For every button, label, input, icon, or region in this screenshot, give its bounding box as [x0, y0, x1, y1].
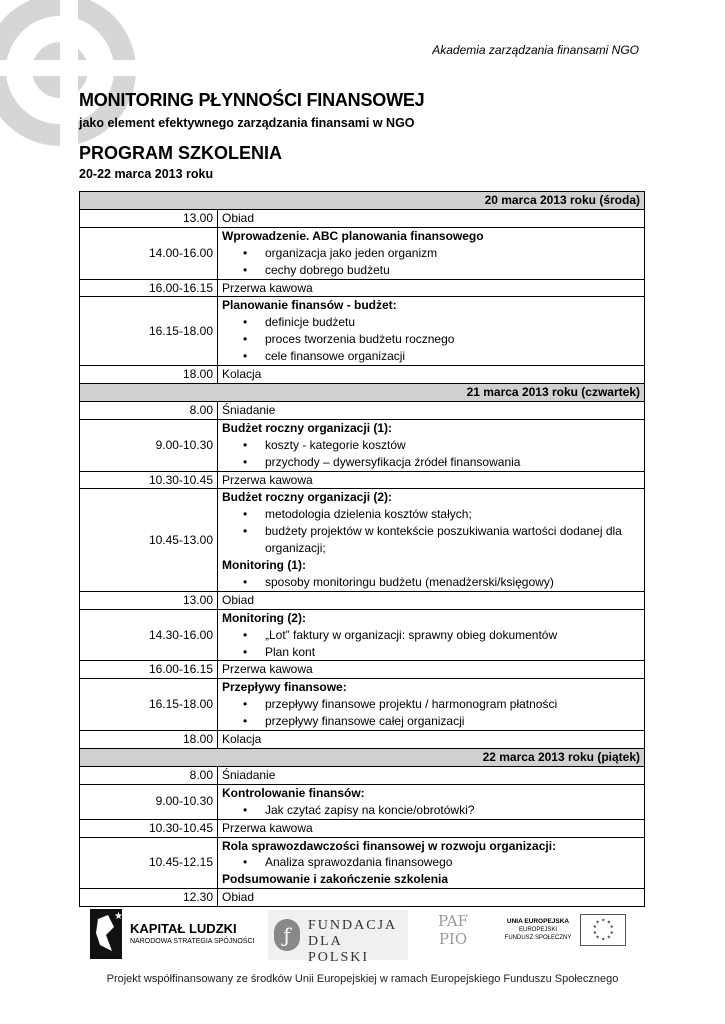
day-header: 20 marca 2013 roku (środa) — [80, 192, 645, 210]
session-time: 9.00-10.30 — [80, 784, 218, 819]
session-content — [218, 837, 645, 889]
session-heading: Rola sprawozdawczości finansowej w rozwoju organizacji: — [222, 838, 557, 853]
session-content — [218, 489, 645, 591]
session-topics — [222, 854, 640, 871]
schedule-row — [80, 661, 645, 679]
session-content: Przerwa kawowa — [218, 471, 645, 489]
session-time: 18.00 — [80, 731, 218, 749]
session-content: Przerwa kawowa — [218, 819, 645, 837]
schedule-row — [80, 784, 645, 819]
pio-text: PIO — [438, 930, 468, 948]
decorative-circle-graphic — [0, 0, 140, 160]
session-time: 10.30-10.45 — [80, 819, 218, 837]
schedule-row — [80, 819, 645, 837]
day-header: 22 marca 2013 roku (piątek) — [80, 749, 645, 767]
topic-item: • sposoby monitoringu budżetu (menadżerski/księgowy) — [222, 574, 640, 591]
session-topics — [222, 506, 640, 557]
schedule-row — [80, 489, 645, 591]
session-heading: Planowanie finansów - budżet: — [222, 298, 397, 313]
schedule-row — [80, 279, 645, 297]
cofinancing-footnote: Projekt współfinansowany ze środków Unii Europejskiej w ramach Europejskiego Funduszu Społecznego — [106, 973, 619, 985]
session-content: Kolacja — [218, 731, 645, 749]
session-time: 13.00 — [80, 209, 218, 227]
session-content: Kolacja — [218, 366, 645, 384]
schedule-row — [80, 366, 645, 384]
session-time: 18.00 — [80, 366, 218, 384]
session-topics — [222, 245, 640, 279]
topic-item: • Jak czytać zapisy na koncie/obrotówki? — [222, 802, 640, 819]
session-content: Śniadanie — [218, 401, 645, 419]
schedule-row — [80, 889, 645, 907]
schedule-row — [80, 731, 645, 749]
schedule-row — [80, 401, 645, 419]
svg-text:★: ★ — [114, 911, 123, 922]
session-heading: Monitoring (1): — [222, 558, 306, 573]
topic-item: • przychody – dywersyfikacja źródeł finansowania — [222, 454, 640, 471]
session-topics — [222, 802, 640, 819]
session-time: 16.00-16.15 — [80, 661, 218, 679]
svg-text:★: ★ — [595, 934, 600, 940]
session-time: 12.30 — [80, 889, 218, 907]
organization-name: Akademia zarządzania finansami NGO — [432, 43, 639, 57]
paf-text: PAF — [438, 912, 468, 930]
session-topics — [222, 627, 640, 661]
session-heading: Budżet roczny organizacji (2): — [222, 490, 393, 505]
svg-text:★: ★ — [606, 919, 611, 925]
session-content — [218, 784, 645, 819]
session-time: 8.00 — [80, 766, 218, 784]
topic-item: • „Lot” faktury w organizacji: sprawny obieg dokumentów — [222, 627, 640, 644]
eu-text-line3: FUNDUSZ SPOŁECZNY — [504, 935, 572, 941]
topic-item: • przepływy finansowe projektu / harmonogram płatności — [222, 696, 640, 713]
fundacja-text-line2: DLA POLSKI — [308, 934, 370, 965]
topic-item: • Plan kont — [222, 644, 640, 661]
eu-text-line1: UNIA EUROPEJSKA — [506, 918, 570, 925]
session-time: 16.15-18.00 — [80, 679, 218, 731]
session-content — [218, 227, 645, 279]
session-heading: Podsumowanie i zakończenie szkolenia — [222, 872, 449, 887]
session-topics — [222, 574, 640, 591]
training-dates: 20-22 marca 2013 roku — [79, 167, 214, 181]
fundacja-text-line1: FUNDACJA — [308, 918, 398, 933]
session-time: 10.45-12.15 — [80, 837, 218, 889]
eu-text-line2: EUROPEJSKI — [518, 927, 557, 933]
session-topics — [222, 437, 640, 471]
topic-item: • budżety projektów w kontekście poszukiwania wartości dodanej dla organizacji; — [222, 523, 640, 557]
session-time: 14.00-16.00 — [80, 227, 218, 279]
kapital-ludzki-text: KAPITAŁ LUDZKI — [130, 921, 237, 936]
session-content — [218, 419, 645, 471]
fundacja-icon: ƒ — [274, 919, 300, 951]
kapital-ludzki-logo — [86, 905, 256, 963]
schedule-row — [80, 209, 645, 227]
topic-item: • cele finansowe organizacji — [222, 348, 640, 365]
topic-item: • koszty - kategorie kosztów — [222, 437, 640, 454]
session-content — [218, 609, 645, 661]
document-subtitle: jako element efektywnego zarządzania finansami w NGO — [79, 116, 415, 130]
day-header-row — [80, 383, 645, 401]
session-topics — [222, 314, 640, 365]
session-content: Obiad — [218, 209, 645, 227]
session-content — [218, 679, 645, 731]
schedule-row — [80, 837, 645, 889]
topic-item: • proces tworzenia budżetu rocznego — [222, 331, 640, 348]
topic-item: • przepływy finansowe całej organizacji — [222, 713, 640, 730]
topic-item: • definicje budżetu — [222, 314, 640, 331]
eu-logo — [500, 912, 630, 952]
topic-item: • organizacja jako jeden organizm — [222, 245, 640, 262]
schedule-row — [80, 297, 645, 366]
session-time: 9.00-10.30 — [80, 419, 218, 471]
svg-text:★: ★ — [592, 924, 597, 930]
session-heading: Budżet roczny organizacji (1): — [222, 420, 393, 435]
schedule-row — [80, 766, 645, 784]
svg-text:★: ★ — [601, 936, 606, 942]
kapital-ludzki-icon — [86, 905, 126, 963]
session-time: 10.45-13.00 — [80, 489, 218, 591]
eu-flag-icon — [580, 914, 626, 946]
session-heading: Przepływy finansowe: — [222, 680, 347, 695]
session-content: Przerwa kawowa — [218, 279, 645, 297]
session-time: 10.30-10.45 — [80, 471, 218, 489]
session-content: Obiad — [218, 591, 645, 609]
schedule-table — [79, 191, 645, 907]
topic-item: • metodologia dzielenia kosztów stałych; — [222, 506, 640, 523]
day-header: 21 marca 2013 roku (czwartek) — [80, 383, 645, 401]
svg-text:★: ★ — [595, 919, 600, 925]
session-content — [218, 297, 645, 366]
kapital-ludzki-subtext: NARODOWA STRATEGIA SPÓJNOŚCI — [130, 938, 255, 945]
schedule-row — [80, 679, 645, 731]
schedule-row — [80, 609, 645, 661]
session-content: Obiad — [218, 889, 645, 907]
session-content: Przerwa kawowa — [218, 661, 645, 679]
session-content: Śniadanie — [218, 766, 645, 784]
schedule-row — [80, 227, 645, 279]
schedule-row — [80, 591, 645, 609]
session-topics — [222, 696, 640, 730]
document-title: MONITORING PŁYNNOŚCI FINANSOWEJ — [79, 90, 425, 110]
fundacja-dla-polski-logo — [268, 910, 408, 965]
svg-text:★: ★ — [609, 929, 614, 935]
paf-pio-logo — [428, 912, 478, 952]
schedule-row — [80, 471, 645, 489]
session-heading: Monitoring (2): — [222, 610, 306, 625]
day-header-row — [80, 192, 645, 210]
topic-item: • Analiza sprawozdania finansowego — [222, 854, 640, 871]
session-time: 16.15-18.00 — [80, 297, 218, 366]
day-header-row — [80, 749, 645, 767]
session-time: 8.00 — [80, 401, 218, 419]
session-heading: Wprowadzenie. ABC planowania finansowego — [222, 228, 484, 243]
svg-text:★: ★ — [606, 934, 611, 940]
svg-text:★: ★ — [609, 924, 614, 930]
session-heading: Kontrolowanie finansów: — [222, 785, 365, 800]
svg-text:★: ★ — [601, 917, 606, 923]
topic-item: • cechy dobrego budżetu — [222, 262, 640, 279]
program-heading: PROGRAM SZKOLENIA — [79, 143, 283, 163]
session-time: 14.30-16.00 — [80, 609, 218, 661]
session-time: 13.00 — [80, 591, 218, 609]
session-time: 16.00-16.15 — [80, 279, 218, 297]
svg-text:★: ★ — [592, 929, 597, 935]
schedule-row — [80, 419, 645, 471]
